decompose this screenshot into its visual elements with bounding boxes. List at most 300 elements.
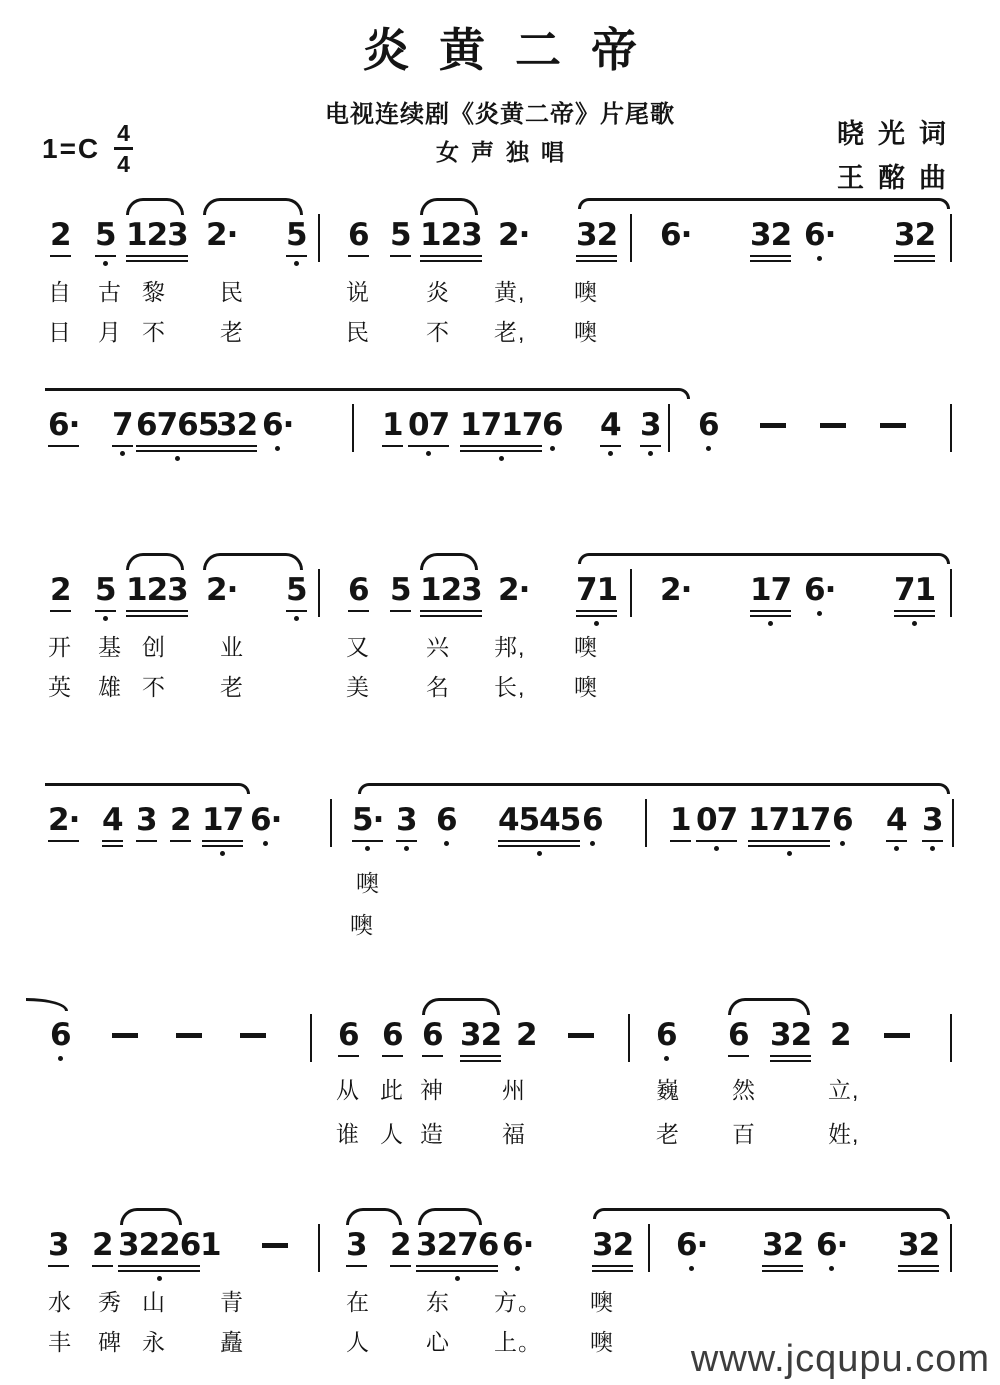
duration-underline (894, 615, 935, 617)
note (352, 803, 383, 851)
octave-dot (404, 846, 409, 851)
note (498, 803, 580, 856)
duration-underline (136, 840, 157, 842)
barline (952, 799, 954, 847)
duration-underline (922, 840, 943, 842)
note (502, 1228, 533, 1271)
lyric-syllable: 噢 (574, 634, 598, 660)
duration-underline (460, 445, 542, 447)
barline (950, 569, 952, 617)
duration-underline (750, 615, 791, 617)
note (576, 218, 617, 262)
phrase-line (593, 1208, 950, 1219)
note-number: 2· (48, 802, 80, 838)
duration-underline (48, 1265, 69, 1267)
dash-glyph (568, 1033, 594, 1038)
lyric-syllable: 永 (142, 1329, 166, 1355)
note (390, 573, 411, 612)
lyric-syllable: 人 (380, 1121, 404, 1147)
note (696, 803, 737, 851)
rest-dash (112, 1018, 138, 1038)
note-number: 6· (816, 1227, 848, 1263)
note (170, 803, 191, 842)
lyric-syllable: 基 (98, 634, 122, 660)
duration-underline (50, 610, 71, 612)
note (698, 408, 719, 451)
lyric-syllable: 从 (336, 1077, 360, 1103)
lyric-syllable: 黎 (142, 279, 166, 305)
note (216, 408, 257, 452)
lyric-syllable: 碑 (98, 1329, 122, 1355)
lyric-syllable: 邦, (494, 634, 526, 660)
note (202, 803, 243, 856)
duration-underline (750, 255, 791, 257)
note-number: 17 (750, 572, 792, 608)
duration-underline (750, 610, 791, 612)
lyric-syllable: 业 (220, 634, 244, 660)
note-number: 3 (396, 802, 417, 838)
note (576, 573, 617, 626)
lyric-syllable: 秀 (98, 1289, 122, 1315)
note-number: 3 (922, 802, 943, 838)
note-number: 3 (48, 1227, 69, 1263)
note (676, 1228, 707, 1271)
note-number: 1717 (460, 407, 543, 443)
note (748, 803, 830, 856)
note-number: 123 (420, 572, 482, 608)
duration-underline (112, 445, 133, 447)
lyric-syllable: 噢 (574, 674, 598, 700)
slur-arc (120, 1208, 182, 1225)
key-time-signature (42, 122, 133, 176)
note-number: 6· (502, 1227, 534, 1263)
duration-underline (50, 255, 71, 257)
duration-underline (286, 255, 307, 257)
duration-underline (460, 450, 542, 452)
note (592, 1228, 633, 1272)
note (382, 1018, 403, 1057)
barline (950, 214, 952, 262)
note-number: 07 (408, 407, 450, 443)
music-line-1 (0, 196, 1000, 366)
duration-underline (382, 445, 403, 447)
phrase-line (26, 998, 68, 1011)
duration-underline (898, 1265, 939, 1267)
note (346, 1228, 367, 1267)
note (770, 1018, 811, 1062)
duration-underline (640, 445, 661, 447)
note (50, 1018, 71, 1061)
dash-glyph (884, 1033, 910, 1038)
note-number: 123 (126, 217, 188, 253)
note (95, 573, 116, 621)
duration-underline (894, 610, 935, 612)
key-label: 1=C (42, 133, 101, 164)
note (582, 803, 603, 846)
note (660, 573, 691, 607)
octave-dot (894, 846, 899, 851)
dash-glyph (262, 1243, 288, 1248)
octave-dot (768, 621, 773, 626)
note (670, 803, 691, 842)
duration-underline (770, 1060, 811, 1062)
note (516, 1018, 537, 1052)
duration-underline (202, 845, 243, 847)
note-number: 6 (728, 1017, 749, 1053)
barline (950, 404, 952, 452)
note-number: 32 (894, 217, 936, 253)
note-number: 1 (670, 802, 691, 838)
octave-dot (817, 611, 822, 616)
octave-dot (608, 451, 613, 456)
note (922, 803, 943, 851)
duration-underline (216, 445, 257, 447)
note-number: 1717 (748, 802, 831, 838)
music-line-4 (0, 781, 1000, 951)
duration-underline (126, 610, 188, 612)
note-number: 6· (804, 217, 836, 253)
duration-underline (202, 840, 243, 842)
octave-dot (365, 846, 370, 851)
duration-underline (170, 840, 191, 842)
note-number: 7 (112, 407, 133, 443)
lyric-syllable: 方。 (494, 1289, 542, 1315)
lyric-syllable: 长, (494, 674, 526, 700)
octave-dot (537, 851, 542, 856)
note (408, 408, 449, 456)
octave-dot (829, 1266, 834, 1271)
lyric-syllable: 心 (426, 1329, 450, 1355)
lyric-syllable: 百 (732, 1121, 756, 1147)
duration-underline (420, 255, 482, 257)
note-number: 32 (898, 1227, 940, 1263)
dash-glyph (760, 423, 786, 428)
duration-underline (576, 255, 617, 257)
slur-arc (126, 198, 184, 215)
note-number: 123 (126, 572, 188, 608)
lyric-syllable: 黄, (494, 279, 526, 305)
song-subtitle: 电视连续剧《炎黄二帝》片尾歌 (325, 101, 675, 128)
lyric-syllable: 兴 (426, 634, 450, 660)
note-number: 5· (352, 802, 384, 838)
duration-underline (396, 840, 417, 842)
duration-underline (422, 1055, 443, 1057)
duration-underline (894, 260, 935, 262)
note (390, 1228, 411, 1267)
note-number: 4 (600, 407, 621, 443)
note-number: 2· (206, 217, 238, 253)
lyric-syllable: 英 (48, 674, 72, 700)
octave-dot (444, 841, 449, 846)
lyric-syllable: 不 (142, 674, 166, 700)
octave-dot (594, 621, 599, 626)
barline (310, 1014, 312, 1062)
note-number: 6· (262, 407, 294, 443)
barline (318, 214, 320, 262)
note (762, 1228, 803, 1272)
octave-dot (499, 456, 504, 461)
duration-underline (762, 1265, 803, 1267)
note (542, 408, 563, 451)
duration-underline (600, 445, 621, 447)
note (112, 408, 133, 456)
barline (318, 1224, 320, 1272)
duration-underline (348, 255, 369, 257)
duration-underline (498, 845, 580, 847)
rest-dash (240, 1018, 266, 1038)
note-number: 6 (50, 1017, 71, 1053)
duration-underline (346, 1265, 367, 1267)
note-number: 6· (676, 1227, 708, 1263)
duration-underline (696, 840, 737, 842)
slur-arc (728, 998, 810, 1015)
duration-underline (126, 260, 188, 262)
note (894, 218, 935, 262)
octave-dot (787, 851, 792, 856)
octave-dot (817, 256, 822, 261)
lyric-syllable: 噢 (356, 870, 380, 896)
duration-underline (48, 445, 79, 447)
note-number: 2 (170, 802, 191, 838)
note-number: 6 (338, 1017, 359, 1053)
note (390, 218, 411, 257)
barline (950, 1014, 952, 1062)
note-number: 32 (770, 1017, 812, 1053)
lyric-syllable: 炎 (426, 279, 450, 305)
duration-underline (118, 1270, 200, 1272)
barline (318, 569, 320, 617)
note (50, 573, 71, 612)
note (50, 218, 71, 257)
rest-dash (760, 408, 786, 428)
lyric-syllable: 山 (142, 1289, 166, 1315)
note (102, 803, 123, 847)
note (660, 218, 691, 252)
duration-underline (576, 615, 617, 617)
duration-underline (102, 845, 123, 847)
lyric-syllable: 东 (426, 1289, 450, 1315)
duration-underline (748, 845, 830, 847)
note-number: 6 (348, 217, 369, 253)
note-number: 6 (542, 407, 563, 443)
octave-dot (590, 841, 595, 846)
slur-arc (420, 198, 478, 215)
note-number: 32 (592, 1227, 634, 1263)
note-number: 6765 (136, 407, 219, 443)
note-number: 2· (498, 217, 530, 253)
note (286, 573, 307, 621)
lyric-syllable: 民 (346, 319, 370, 345)
duration-underline (390, 610, 411, 612)
note (348, 218, 369, 257)
note-number: 5 (390, 217, 411, 253)
duration-underline (592, 1270, 633, 1272)
note (136, 408, 218, 461)
note (118, 1228, 200, 1281)
duration-underline (48, 840, 79, 842)
octave-dot (930, 846, 935, 851)
time-signature-numerator: 4 (114, 122, 133, 150)
note-number: 5 (286, 572, 307, 608)
duration-underline (352, 840, 383, 842)
lyric-syllable: 不 (142, 319, 166, 345)
octave-dot (103, 616, 108, 621)
note (48, 803, 79, 842)
duration-underline (886, 840, 907, 842)
note-number: 6 (582, 802, 603, 838)
note (396, 803, 417, 851)
note (348, 573, 369, 612)
phrase-line (45, 783, 250, 794)
dash-glyph (240, 1033, 266, 1038)
slur-arc (420, 553, 478, 570)
voice-type-label: 女声独唱 (436, 139, 576, 165)
composer-credit: 王酩曲 (837, 163, 960, 193)
duration-underline (576, 260, 617, 262)
lyric-syllable: 州 (502, 1077, 526, 1103)
duration-underline (136, 450, 218, 452)
note (898, 1228, 939, 1272)
note-number: 2 (92, 1227, 113, 1263)
note (136, 803, 157, 842)
note (338, 1018, 359, 1057)
note-number: 2 (830, 1017, 851, 1053)
lyric-syllable: 不 (426, 319, 450, 345)
music-line-2 (0, 386, 1000, 556)
lyric-syllable: 噢 (590, 1329, 614, 1355)
note-number: 32 (750, 217, 792, 253)
note-number: 6· (250, 802, 282, 838)
note-number: 123 (420, 217, 482, 253)
slur-arc (203, 553, 303, 570)
lyric-syllable: 雄 (98, 674, 122, 700)
note (832, 803, 853, 846)
barline (630, 569, 632, 617)
octave-dot (550, 446, 555, 451)
note-number: 6· (48, 407, 80, 443)
rest-dash (820, 408, 846, 428)
duration-underline (728, 1055, 749, 1057)
note-number: 3226 (118, 1227, 201, 1263)
slur-arc (346, 1208, 402, 1225)
note (498, 573, 529, 607)
rest-dash (884, 1018, 910, 1038)
note (750, 218, 791, 262)
duration-underline (390, 1265, 411, 1267)
octave-dot (426, 451, 431, 456)
note-number: 6 (348, 572, 369, 608)
note (126, 573, 188, 617)
note-number: 2 (516, 1017, 537, 1053)
lyric-syllable: 谁 (336, 1121, 360, 1147)
note-number: 2 (50, 572, 71, 608)
note-number: 71 (576, 572, 618, 608)
duration-underline (286, 610, 307, 612)
duration-underline (498, 840, 580, 842)
note-number: 3276 (416, 1227, 499, 1263)
note (498, 218, 529, 252)
lyric-syllable: 月 (98, 319, 122, 345)
duration-underline (460, 1060, 501, 1062)
note (436, 803, 457, 846)
duration-underline (92, 1265, 113, 1267)
duration-underline (670, 840, 691, 842)
note-number: 5 (390, 572, 411, 608)
note (422, 1018, 443, 1057)
note (126, 218, 188, 262)
note-number: 5 (286, 217, 307, 253)
octave-dot (455, 1276, 460, 1281)
lyric-syllable: 老 (220, 319, 244, 345)
note-number: 71 (894, 572, 936, 608)
time-signature (114, 122, 133, 176)
note-number: 4 (886, 802, 907, 838)
lyric-syllable: 老 (220, 674, 244, 700)
lyric-syllable: 噢 (590, 1289, 614, 1315)
duration-underline (338, 1055, 359, 1057)
note (886, 803, 907, 851)
duration-underline (420, 260, 482, 262)
rest-dash (262, 1228, 288, 1248)
lyric-syllable: 古 (98, 279, 122, 305)
lyric-syllable: 日 (48, 319, 72, 345)
lyric-syllable: 青 (220, 1289, 244, 1315)
lyric-syllable: 说 (346, 279, 370, 305)
duration-underline (102, 840, 123, 842)
lyric-syllable: 巍 (656, 1077, 680, 1103)
note (92, 1228, 113, 1267)
note (200, 1228, 221, 1262)
lyric-syllable: 在 (346, 1289, 370, 1315)
barline (630, 214, 632, 262)
lyric-syllable: 福 (502, 1121, 526, 1147)
note (206, 218, 237, 252)
octave-dot (294, 616, 299, 621)
note-number: 32 (576, 217, 618, 253)
rest-dash (568, 1018, 594, 1038)
duration-underline (416, 1265, 498, 1267)
duration-underline (126, 615, 188, 617)
lyric-syllable: 噢 (350, 912, 374, 938)
barline (648, 1224, 650, 1272)
octave-dot (664, 1056, 669, 1061)
lyric-syllable: 噢 (574, 279, 598, 305)
slur-arc (422, 998, 500, 1015)
note-number: 6 (422, 1017, 443, 1053)
octave-dot (220, 851, 225, 856)
note (95, 218, 116, 266)
duration-underline (408, 445, 449, 447)
note (894, 573, 935, 626)
duration-underline (592, 1265, 633, 1267)
duration-underline (95, 255, 116, 257)
lyric-syllable: 老 (656, 1121, 680, 1147)
phrase-line (578, 553, 950, 564)
barline (668, 404, 670, 452)
note-number: 6· (804, 572, 836, 608)
note (250, 803, 281, 846)
lyric-syllable: 创 (142, 634, 166, 660)
octave-dot (714, 846, 719, 851)
note-number: 4 (102, 802, 123, 838)
lyric-syllable: 美 (346, 674, 370, 700)
lyric-syllable: 上。 (494, 1329, 542, 1355)
lyric-syllable: 立, (828, 1077, 860, 1103)
dash-glyph (820, 423, 846, 428)
duration-underline (95, 610, 116, 612)
note (286, 218, 307, 266)
lyric-syllable: 此 (380, 1077, 404, 1103)
